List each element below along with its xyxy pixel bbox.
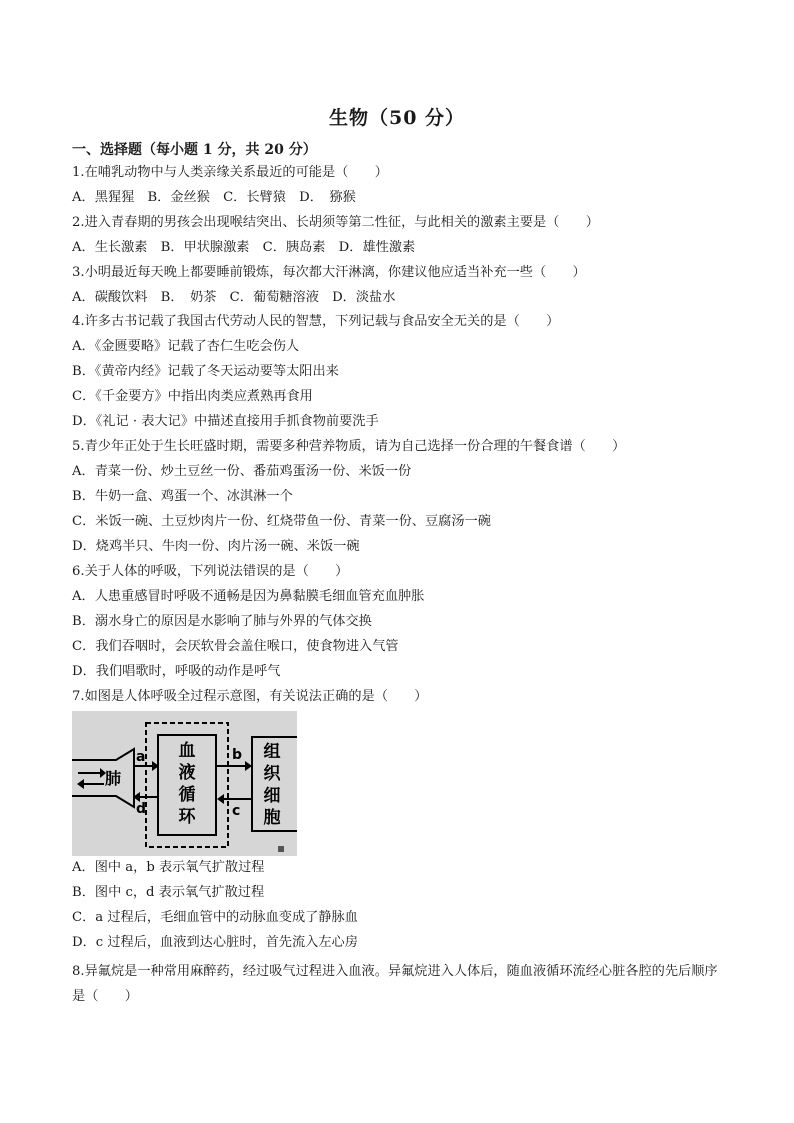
tissue-label-4: 胞 <box>263 808 281 828</box>
question-6-option-c: C．我们吞咽时，会厌软骨会盖住喉口，使食物进入气管 <box>72 639 399 654</box>
question-5-option-d: D．烧鸡半只、牛肉一份、肉片汤一碗、米饭一碗 <box>72 539 360 554</box>
question-4-option-c: C．《千金要方》中指出肉类应煮熟再食用 <box>72 389 313 404</box>
question-4-option-d: D．《礼记 · 表大记》中描述直接用手抓食物前要洗手 <box>72 414 379 429</box>
question-4-option-a: A．《金匮要略》记载了杏仁生吃会伤人 <box>72 339 300 354</box>
question-2-stem: 2.进入青春期的男孩会出现喉结突出、长胡须等第二性征，与此相关的激素主要是（ ） <box>72 215 599 230</box>
question-3-options: A．碳酸饮料 B． 奶茶 C．葡萄糖溶液 D．淡盐水 <box>72 290 396 305</box>
question-7-stem: 7.如图是人体呼吸全过程示意图，有关说法正确的是（ ） <box>72 689 428 704</box>
tissue-label-1: 组 <box>263 742 281 762</box>
question-7-option-d: D．c 过程后，血液到达心脏时，首先流入左心房 <box>72 935 358 950</box>
question-6-option-d: D．我们唱歌时，呼吸的动作是呼气 <box>72 664 281 679</box>
question-5-option-c: C．米饭一碗、土豆炒肉片一份、红烧带鱼一份、青菜一份、豆腐汤一碗 <box>72 514 491 529</box>
question-7-option-a: A．图中 a，b 表示氧气扩散过程 <box>72 860 265 875</box>
question-6-option-a: A．人患重感冒时呼吸不通畅是因为鼻黏膜毛细血管充血肿胀 <box>72 589 425 604</box>
question-1-stem: 1.在哺乳动物中与人类亲缘关系最近的可能是（ ） <box>72 165 388 180</box>
question-1-options: A．黑猩猩 B．金丝猴 C．长臂猿 D． 猕猴 <box>72 190 356 205</box>
question-5-option-b: B．牛奶一盒、鸡蛋一个、冰淇淋一个 <box>72 489 293 504</box>
section-heading: 一、选择题（每小题 1 分，共 20 分） <box>72 142 317 158</box>
question-2-options: A．生长激素 B．甲状腺激素 C．胰岛素 D．雄性激素 <box>72 240 416 255</box>
letter-a: a <box>136 749 146 765</box>
question-5-option-a: A．青菜一份、炒土豆丝一份、番茄鸡蛋汤一份、米饭一份 <box>72 464 412 479</box>
question-7-option-b: B．图中 c，d 表示氧气扩散过程 <box>72 885 265 900</box>
blood-label-3: 循 <box>178 785 196 805</box>
question-8-stem: 8.异氟烷是一种常用麻醉药，经过吸气过程进入血液。异氟烷进入人体后，随血液循环流经心脏各腔的先后顺序是（ ） <box>72 964 718 1004</box>
question-6-stem: 6.关于人体的呼吸，下列说法错误的是（ ） <box>72 564 349 579</box>
question-5-stem: 5.青少年正处于生长旺盛时期，需要多种营养物质，请为自己选择一份合理的午餐食谱（ ） <box>72 439 626 454</box>
question-7-option-c: C．a 过程后，毛细血管中的动脉血变成了静脉血 <box>72 910 358 925</box>
tissue-label-2: 织 <box>263 764 281 784</box>
question-3-stem: 3.小明最近每天晚上都要睡前锻炼，每次都大汗淋漓，你建议他应适当补充一些（ ） <box>72 265 586 280</box>
question-4-option-b: B．《黄帝内经》记载了冬天运动要等太阳出来 <box>72 364 339 379</box>
respiration-diagram <box>72 711 297 856</box>
letter-c: c <box>232 803 241 819</box>
letter-b: b <box>232 747 243 763</box>
letter-d: d <box>136 801 147 817</box>
lung-label: 肺 <box>105 769 122 788</box>
blood-label-2: 液 <box>178 763 196 783</box>
blood-label-1: 血 <box>178 741 196 761</box>
page-title: 生物（50 分） <box>328 107 466 129</box>
blood-label-4: 环 <box>178 807 196 827</box>
tissue-label-3: 细 <box>263 786 281 806</box>
question-4-stem: 4.许多古书记载了我国古代劳动人民的智慧，下列记载与食品安全无关的是（ ） <box>72 314 560 329</box>
question-6-option-b: B．溺水身亡的原因是水影响了肺与外界的气体交换 <box>72 614 372 629</box>
